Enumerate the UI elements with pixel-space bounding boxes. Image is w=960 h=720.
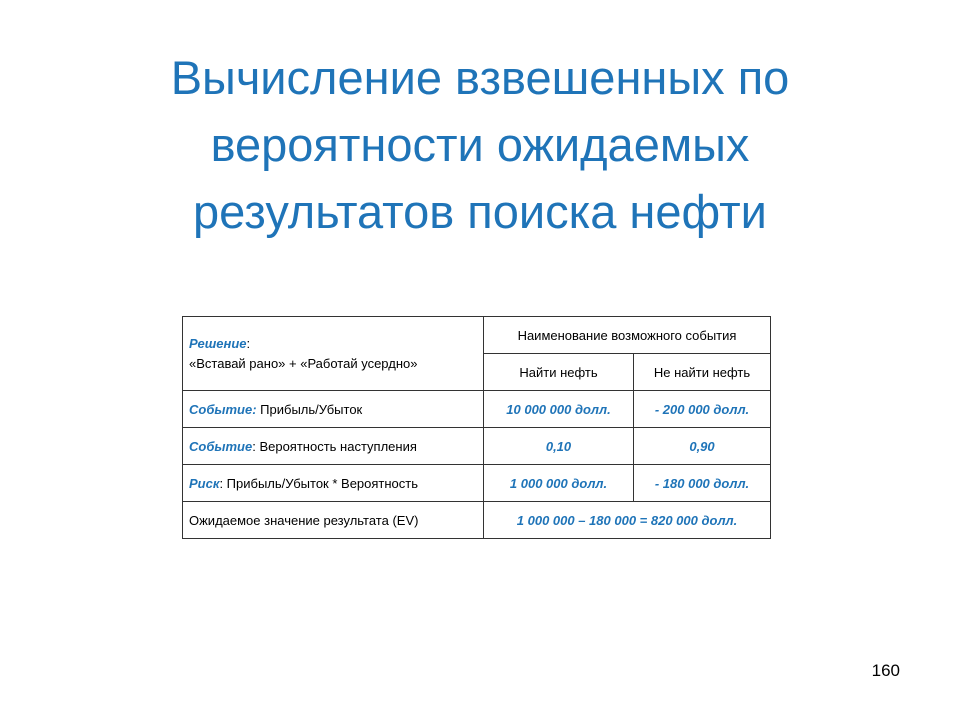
column-header-find-oil: Найти нефть xyxy=(484,354,634,391)
row-label-prefix: Событие: xyxy=(189,401,257,417)
column-header-no-oil: Не найти нефть xyxy=(634,354,771,391)
value-find-oil: 10 000 000 долл. xyxy=(484,391,634,428)
decision-text: «Вставай рано» + «Работай усердно» xyxy=(189,355,418,371)
row-label xyxy=(183,428,484,465)
value-no-oil: - 200 000 долл. xyxy=(634,391,771,428)
decision-label-suffix: : xyxy=(246,335,251,351)
page-number: 160 xyxy=(871,661,900,680)
table-header-row-1 xyxy=(183,317,771,354)
row-label-rest: : Вероятность наступления xyxy=(252,438,417,454)
ev-value: 1 000 000 – 180 000 = 820 000 долл. xyxy=(484,502,771,539)
value-no-oil: - 180 000 долл. xyxy=(634,465,771,502)
row-label-rest: Прибыль/Убыток xyxy=(256,401,363,417)
title-line-2: вероятности ожидаемых xyxy=(210,118,750,171)
decision-label: Решение xyxy=(189,335,247,351)
expected-value-table xyxy=(182,316,771,539)
value-find-oil: 1 000 000 долл. xyxy=(484,465,634,502)
slide-title xyxy=(0,44,960,245)
row-label xyxy=(183,391,484,428)
title-line-3: результатов поиска нефти xyxy=(193,185,767,238)
value-find-oil: 0,10 xyxy=(484,428,634,465)
row-label-prefix: Риск xyxy=(189,475,220,491)
decision-cell xyxy=(183,317,484,391)
table-row-profit-loss xyxy=(183,391,771,428)
ev-label: Ожидаемое значение результата (EV) xyxy=(183,502,484,539)
title-line-1: Вычисление взвешенных по xyxy=(170,51,790,104)
row-label-prefix: Событие xyxy=(189,438,253,454)
table-row-expected-value xyxy=(183,502,771,539)
row-label-rest: : Прибыль/Убыток * Вероятность xyxy=(219,475,419,491)
value-no-oil: 0,90 xyxy=(634,428,771,465)
table-row-probability xyxy=(183,428,771,465)
row-label xyxy=(183,465,484,502)
event-group-header: Наименование возможного события xyxy=(484,317,771,354)
table-row-risk xyxy=(183,465,771,502)
